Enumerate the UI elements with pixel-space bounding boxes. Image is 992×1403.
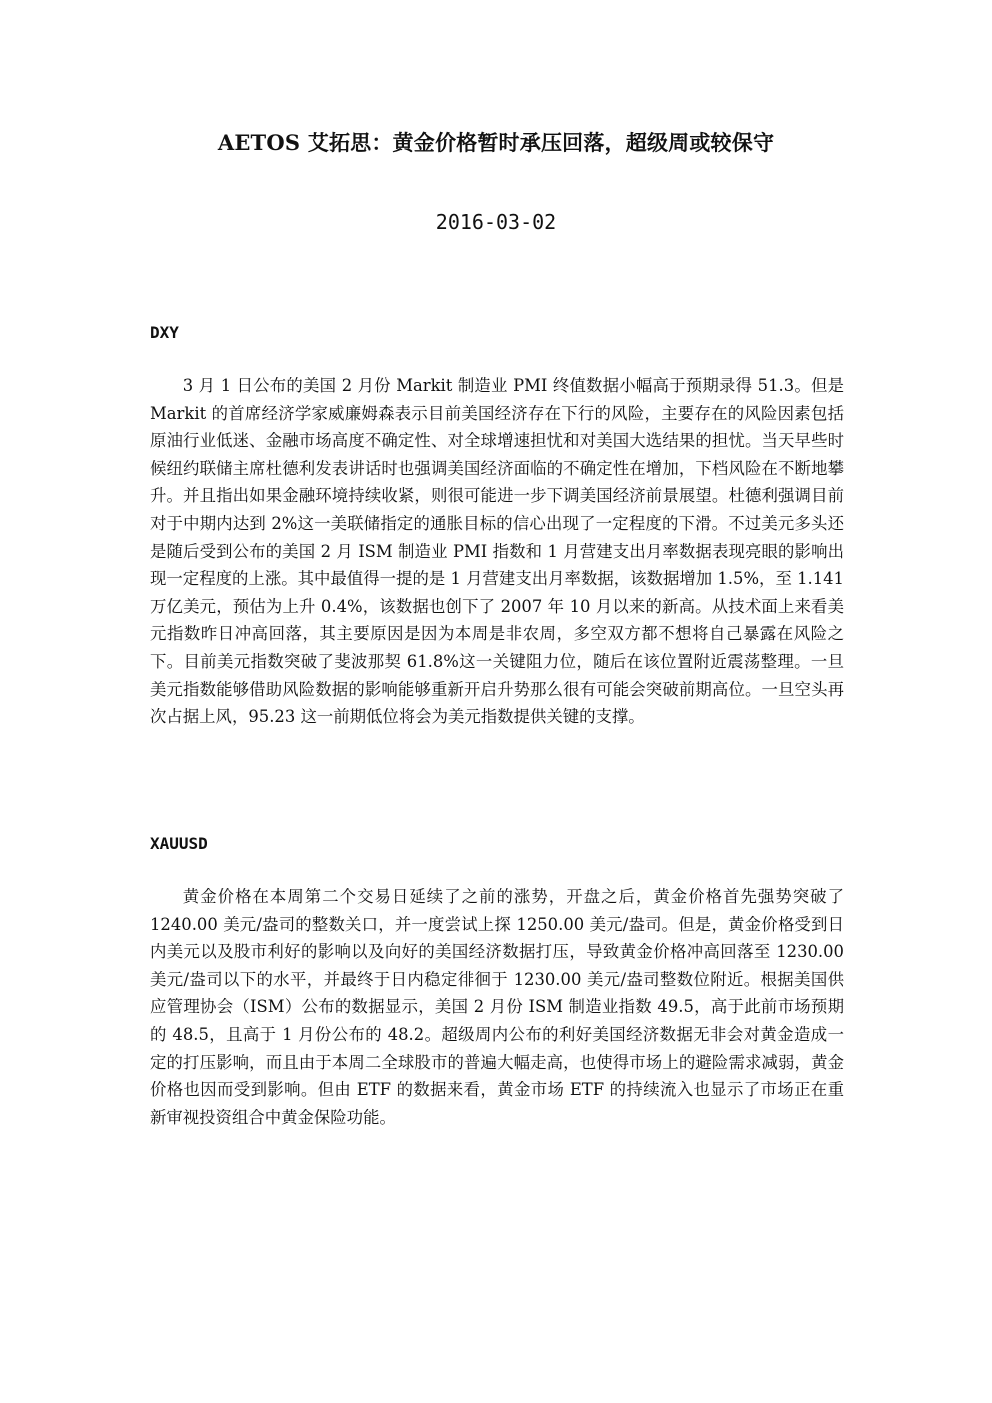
section-heading: XAUUSD	[150, 834, 208, 853]
section-xauusd	[150, 833, 844, 1131]
section-dxy	[150, 322, 844, 731]
section-heading: DXY	[150, 323, 179, 342]
section-paragraph: 3 月 1 日公布的美国 2 月份 Markit 制造业 PMI 终值数据小幅高于预期录得 51.3。但是 Markit 的首席经济学家威廉姆森表示目前美国经济存在下行的风险，主要存在的风险因素包括原油行业低迷、金融市场高度不确定性、对全球增速担忧和对美国大选结果的担忧。当天早些时候纽约联储主席杜德利发表讲话时也强调美国经济面临的不确定性在增加，下档风险在不断地攀升。并且指出如果金融环境持续收紧，则很可能进一步下调美国经济前景展望。杜德利强调目前对于中期内达到 2%这一美联储指定的通胀目标的信心出现了一定程度的下滑。不过美元多头还是随后受到公布的美国 2 月 ISM 制造业 PMI 指数和 1 月营建支出月率数据表现亮眼的影响出现一定程度的上涨。其中最值得一提的是 1 月营建支出月率数据，该数据增加 1.5%，至 1.141 万亿美元，预估为上升 0.4%，该数据也创下了 2007 年 10 月以来的新高。从技术面上来看美元指数昨日冲高回落，其主要原因是因为本周是非农周，多空双方都不想将自己暴露在风险之下。目前美元指数突破了斐波那契 61.8%这一关键阻力位，随后在该位置附近震荡整理。一旦美元指数能够借助风险数据的影响能够重新开启升势那么很有可能会突破前期高位。一旦空头再次占据上风，95.23 这一前期低位将会为美元指数提供关键的支撑。	[150, 376, 844, 727]
document-date: 2016-03-02	[435, 210, 557, 234]
document-title: AETOS 艾拓思：黄金价格暂时承压回落，超级周或较保守	[217, 130, 775, 155]
section-paragraph: 黄金价格在本周第二个交易日延续了之前的涨势，开盘之后，黄金价格首先强势突破了 1240.00 美元/盎司的整数关口，并一度尝试上探 1250.00 美元/盎司。但是，黄金价格受到日内美元以及股市利好的影响以及向好的美国经济数据打压，导致黄金价格冲高回落至 1230.00 美元/盎司以下的水平，并最终于日内稳定徘徊于 1230.00 美元/盎司整数位附近。根据美国供应管理协会（ISM）公布的数据显示，美国 2 月份 ISM 制造业指数 49.5，高于此前市场预期的 48.5，且高于 1 月份公布的 48.2。超级周内公布的利好美国经济数据无非会对黄金造成一定的打压影响，而且由于本周二全球股市的普遍大幅走高，也使得市场上的避险需求减弱，黄金价格也因而受到影响。但由 ETF 的数据来看，黄金市场 ETF 的持续流入也显示了市场正在重新审视投资组合中黄金保险功能。	[150, 887, 844, 1127]
